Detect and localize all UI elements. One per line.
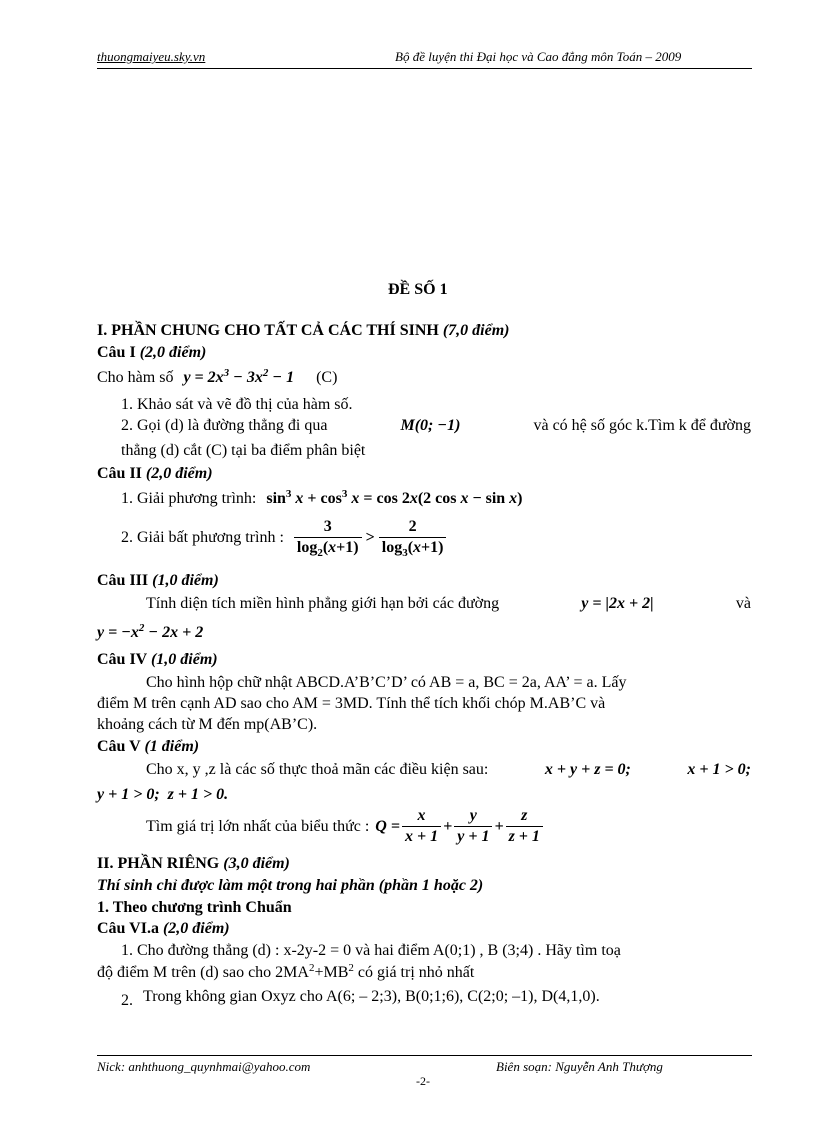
q4-line2: điểm M trên cạnh AD sao cho AM = 3MD. Tính thể tích khối chóp M.AB’C và [97,695,606,712]
q2-item2-text: 2. Giải bất phương trình : [121,528,284,546]
q3-curve-abs: y = |2x + 2| [581,595,654,612]
footer-nick: Nick: anhthuong_quynhmai@yahoo.com [97,1059,311,1074]
q2-equation: $\sin^3 x + \cos^3 x = \cos 2x(2$ cos x − sin x) [266,488,523,507]
q1-function-formula: $y = 2x^3 - 3x^2 - 1$ [183,367,295,386]
q3-line1 [146,595,751,613]
q6a-item2 [121,988,600,1009]
q2-label: Câu II [97,465,142,482]
q6a-sup1: 2 [308,962,315,974]
q6a-item2-num: 2. [121,992,133,1009]
part2-heading-text: II. PHẦN RIÊNG [97,855,220,872]
q6a-heading [97,920,230,938]
q2-heading [97,465,213,483]
q1-item2-line1 [121,417,751,435]
q6a-item1-line2-pre: độ điểm M trên (d) sao cho 2MA [97,964,309,981]
part2-points: (3,0 điểm) [223,855,290,872]
part1-heading [97,322,509,340]
q1-intro [97,369,337,387]
q5-heading [97,738,199,756]
q5-line3 [146,807,545,846]
q4-points: (1,0 điểm) [150,651,218,668]
q1-item2-line2: thẳng (d) cắt (C) tại ba điểm phân biệt [121,442,366,459]
q1-item2-pre: 2. Gọi (d) là đường thẳng đi qua [121,417,328,434]
q5-label: Câu V [97,738,141,755]
q2-inequality: $\frac{3}{\log_2(x+1)}$ > $\frac{2}{\log_3(x+1)}$ [292,518,449,557]
q5-line1-text: Cho x, y ,z là các số thực thoả mãn các điều kiện sau: [146,761,489,778]
page-number: -2- [416,1074,430,1088]
q5-cond-yz: y + 1 > 0; z + 1 > 0. [97,786,229,803]
q3-heading [97,572,219,590]
q6a-sup2: 2 [348,962,354,974]
footer-author: Biên soạn: Nguyễn Anh Thượng [496,1059,663,1074]
q1-item1: 1. Khảo sát và vẽ đồ thị của hàm số. [121,396,353,413]
q6a-points: (2,0 điểm) [162,920,230,937]
footer-rule [97,1055,752,1056]
q6a-label: Câu VI.a [97,920,159,937]
q5-line1 [146,761,751,779]
q6a-item1-line2 [97,964,474,982]
q3-curve-parabola: $y = -x^2 - 2x + 2$ [97,622,204,641]
q1-points: (2,0 điểm) [139,344,207,361]
q5-points: (1 điểm) [144,738,200,755]
q4-line1: Cho hình hộp chữ nhật ABCD.A’B’C’D’ có AB = a, BC = 2a, AA’ = a. Lấy [146,674,627,691]
doc-title: ĐỀ SỐ 1 [388,281,448,298]
q2-item1 [121,490,523,508]
q5-cond-x: x + 1 > 0; [687,761,751,778]
q6a-item2-text: Trong không gian Oxyz cho A(6; – 2;3), B(0;1;6), C(2;0; –1), D(4,1,0). [143,988,600,1005]
q5-cond-sum: x + y + z = 0; [544,761,631,778]
q5-line3-text: Tìm giá trị lớn nhất của biểu thức : [146,817,370,835]
q1-heading [97,344,206,362]
q6a-item1-line2-post: có giá trị nhỏ nhất [353,964,475,981]
q3-label: Câu III [97,572,149,589]
q3-points: (1,0 điểm) [152,572,219,589]
part1-points: (7,0 điểm) [442,322,510,339]
q1-point-M: M(0; −1) [400,417,461,434]
q6a-item1-line1: 1. Cho đường thẳng (d) : x-2y-2 = 0 và hai điểm A(0;1) , B (3;4) . Hãy tìm toạ [121,942,621,959]
q1-item2-post: và có hệ số góc k.Tìm k để đường [533,417,751,434]
q2-item2 [121,518,448,557]
part2-program: 1. Theo chương trình Chuẩn [97,899,292,916]
q1-curve-label: (C) [316,369,338,386]
q1-intro-text: Cho hàm số [97,369,174,386]
q4-label: Câu IV [97,651,147,668]
header-site: thuongmaiyeu.sky.vn [97,49,206,64]
q3-text: Tính diện tích miền hình phẳng giới hạn bởi các đường [146,595,500,612]
q1-label: Câu I [97,344,136,361]
q6a-item1-mid: +MB [314,964,349,981]
part2-heading [97,855,290,873]
header-rule [97,68,752,69]
q2-points: (2,0 điểm) [145,465,213,482]
header-title: Bộ đề luyện thi Đại học và Cao đẳng môn Toán – 2009 [395,49,682,64]
part1-heading-text: I. PHẦN CHUNG CHO TẤT CẢ CÁC THÍ SINH [97,322,439,339]
part2-note: Thí sinh chỉ được làm một trong hai phần (phần 1 hoặc 2) [97,877,484,894]
q3-and: và [735,595,751,612]
q4-line3: khoảng cách từ M đến mp(AB’C). [97,716,318,733]
q4-heading [97,651,218,669]
q2-item1-text: 1. Giải phương trình: [121,490,257,507]
q5-expression: Q = $\frac{x}{x + 1}$ + $\frac{y}{y + 1}$ + $\frac{z}{z + 1}$ [375,807,545,846]
